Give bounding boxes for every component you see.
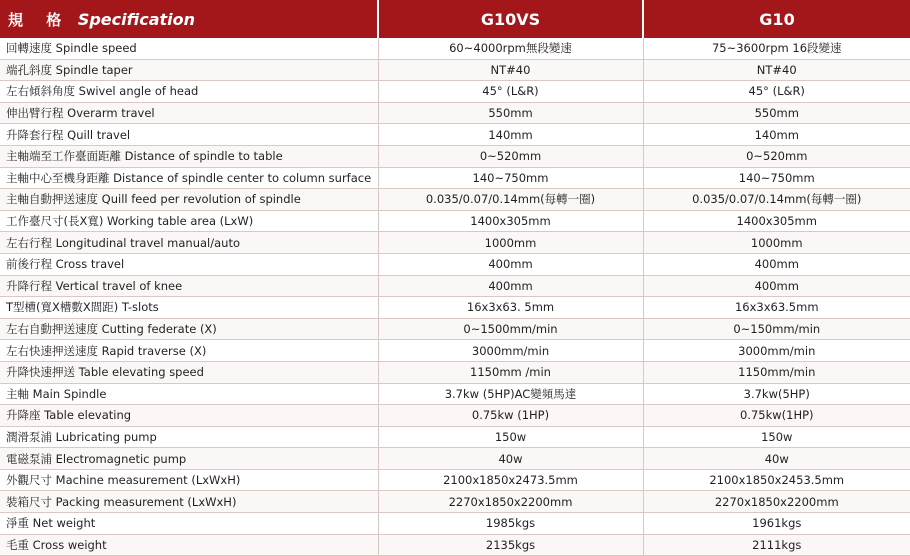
spec-value-g10vs: 2100x1850x2473.5mm [378, 469, 643, 491]
header-spec-label [0, 0, 378, 38]
spec-value-g10vs: 0~520mm [378, 145, 643, 167]
spec-value-g10: 40w [643, 448, 910, 470]
spec-value-g10: 1400x305mm [643, 210, 910, 232]
spec-value-g10: 140mm [643, 124, 910, 146]
spec-label: 升降座 Table elevating [0, 405, 378, 427]
spec-label: 主軸自動押送速度 Quill feed per revolution of spindle [0, 189, 378, 211]
spec-value-g10vs: 1985kgs [378, 513, 643, 535]
header-label-zh: 規 格 [8, 10, 71, 29]
spec-value-g10: 2270x1850x2200mm [643, 491, 910, 513]
table-row [0, 469, 910, 491]
spec-value-g10vs: 45° (L&R) [378, 81, 643, 103]
spec-label: 左右行程 Longitudinal travel manual/auto [0, 232, 378, 254]
spec-label: 前後行程 Cross travel [0, 253, 378, 275]
table-row [0, 189, 910, 211]
spec-value-g10: 75~3600rpm 16段變速 [643, 38, 910, 59]
table-row [0, 145, 910, 167]
spec-value-g10vs: 550mm [378, 102, 643, 124]
spec-value-g10vs: 150w [378, 426, 643, 448]
spec-label: 升降快速押送 Table elevating speed [0, 361, 378, 383]
spec-value-g10: 1000mm [643, 232, 910, 254]
table-row [0, 318, 910, 340]
spec-value-g10vs: 140mm [378, 124, 643, 146]
table-row [0, 361, 910, 383]
table-row [0, 81, 910, 103]
spec-label: 工作臺尺寸(長X寬) Working table area (LxW) [0, 210, 378, 232]
table-row [0, 491, 910, 513]
spec-value-g10vs: 1150mm /min [378, 361, 643, 383]
table-row [0, 232, 910, 254]
table-row [0, 383, 910, 405]
header-model-g10vs: G10VS [378, 0, 643, 38]
spec-value-g10: 0.035/0.07/0.14mm(每轉一圈) [643, 189, 910, 211]
spec-label: 伸出臂行程 Overarm travel [0, 102, 378, 124]
spec-value-g10vs: 3000mm/min [378, 340, 643, 362]
spec-label: 左右自動押送速度 Cutting federate (X) [0, 318, 378, 340]
table-row [0, 448, 910, 470]
table-row [0, 426, 910, 448]
spec-value-g10vs: 1000mm [378, 232, 643, 254]
table-row [0, 59, 910, 81]
spec-value-g10: 0.75kw(1HP) [643, 405, 910, 427]
table-row [0, 405, 910, 427]
spec-value-g10vs: 0.035/0.07/0.14mm(每轉一圈) [378, 189, 643, 211]
spec-label: 升降套行程 Quill travel [0, 124, 378, 146]
table-row [0, 167, 910, 189]
spec-value-g10vs: 40w [378, 448, 643, 470]
spec-label: 端孔斜度 Spindle taper [0, 59, 378, 81]
table-row [0, 124, 910, 146]
spec-value-g10: 16x3x63.5mm [643, 297, 910, 319]
spec-value-g10: 3000mm/min [643, 340, 910, 362]
spec-value-g10: 2100x1850x2453.5mm [643, 469, 910, 491]
spec-value-g10vs: 1400x305mm [378, 210, 643, 232]
spec-value-g10vs: 140~750mm [378, 167, 643, 189]
header-model-g10: G10 [643, 0, 910, 38]
spec-label: 主軸 Main Spindle [0, 383, 378, 405]
table-row [0, 297, 910, 319]
spec-value-g10: 45° (L&R) [643, 81, 910, 103]
spec-value-g10vs: 60~4000rpm無段變速 [378, 38, 643, 59]
table-row [0, 513, 910, 535]
spec-value-g10vs: 3.7kw (5HP)AC變頻馬達 [378, 383, 643, 405]
spec-value-g10: 400mm [643, 275, 910, 297]
spec-label: 外觀尺寸 Machine measurement (LxWxH) [0, 469, 378, 491]
spec-value-g10vs: 400mm [378, 253, 643, 275]
spec-value-g10vs: 2270x1850x2200mm [378, 491, 643, 513]
table-row [0, 102, 910, 124]
spec-value-g10vs: 0.75kw (1HP) [378, 405, 643, 427]
spec-table-header [0, 0, 910, 38]
table-row [0, 253, 910, 275]
spec-label: 主軸中心至機身距離 Distance of spindle center to column surface [0, 167, 378, 189]
spec-label: 左右傾斜角度 Swivel angle of head [0, 81, 378, 103]
spec-table-body [0, 38, 910, 556]
table-row [0, 534, 910, 556]
spec-value-g10: 1150mm/min [643, 361, 910, 383]
header-label-en: Specification [77, 9, 195, 29]
spec-value-g10vs: 400mm [378, 275, 643, 297]
spec-label: 電磁泵浦 Electromagnetic pump [0, 448, 378, 470]
spec-value-g10: 400mm [643, 253, 910, 275]
spec-label: 左右快速押送速度 Rapid traverse (X) [0, 340, 378, 362]
spec-label: 裝箱尺寸 Packing measurement (LxWxH) [0, 491, 378, 513]
spec-value-g10: 550mm [643, 102, 910, 124]
table-row [0, 210, 910, 232]
spec-value-g10vs: NT#40 [378, 59, 643, 81]
spec-value-g10: 140~750mm [643, 167, 910, 189]
spec-label: 淨重 Net weight [0, 513, 378, 535]
spec-label: 升降行程 Vertical travel of knee [0, 275, 378, 297]
spec-label: 主軸端至工作臺面距離 Distance of spindle to table [0, 145, 378, 167]
spec-value-g10: 0~520mm [643, 145, 910, 167]
spec-value-g10vs: 2135kgs [378, 534, 643, 556]
spec-label: T型槽(寬X槽數X間距) T-slots [0, 297, 378, 319]
spec-value-g10vs: 0~1500mm/min [378, 318, 643, 340]
spec-value-g10: 0~150mm/min [643, 318, 910, 340]
table-row [0, 275, 910, 297]
header-row [0, 0, 910, 38]
spec-value-g10: 1961kgs [643, 513, 910, 535]
table-row [0, 340, 910, 362]
spec-value-g10: NT#40 [643, 59, 910, 81]
spec-label: 毛重 Cross weight [0, 534, 378, 556]
spec-value-g10vs: 16x3x63. 5mm [378, 297, 643, 319]
spec-value-g10: 3.7kw(5HP) [643, 383, 910, 405]
table-row [0, 38, 910, 59]
spec-value-g10: 2111kgs [643, 534, 910, 556]
spec-label: 潤滑泵浦 Lubricating pump [0, 426, 378, 448]
spec-value-g10: 150w [643, 426, 910, 448]
spec-label: 回轉速度 Spindle speed [0, 38, 378, 59]
